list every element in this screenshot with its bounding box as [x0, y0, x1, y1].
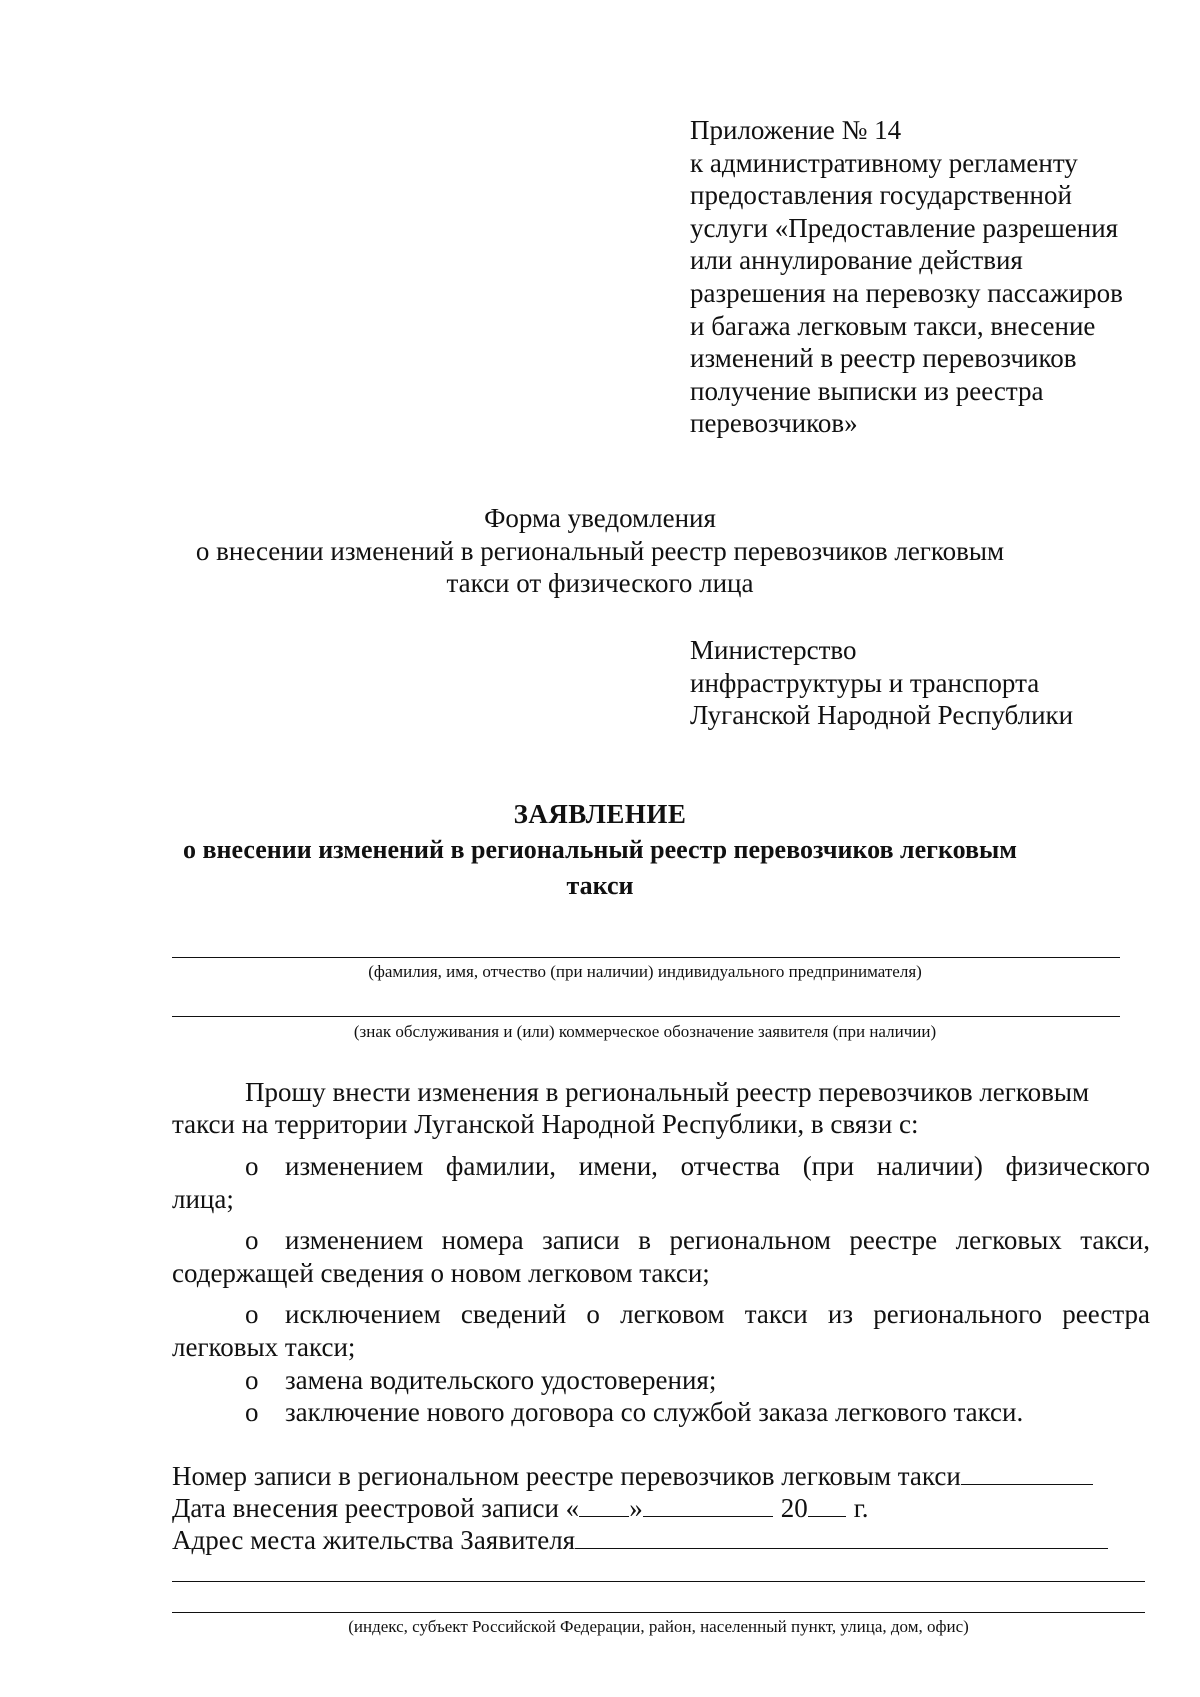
option-change-name[interactable] — [245, 1150, 1150, 1182]
address-field-line-3[interactable] — [172, 1612, 1145, 1613]
record-number-label: Номер записи в региональном реестре перевозчиков легковым такси — [172, 1461, 961, 1491]
appendix-line: перевозчиков» — [690, 408, 858, 439]
form-title-line: о внесении изменений в региональный реестр перевозчиков легковым — [195, 535, 1005, 566]
request-line — [245, 1076, 1150, 1108]
option-new-contract[interactable] — [245, 1396, 1023, 1428]
option-text: замена водительского удостоверения; — [285, 1365, 717, 1395]
appendix-line: к административному регламенту — [690, 147, 1078, 178]
option-continuation: легковых такси; — [172, 1332, 356, 1362]
record-number-row — [172, 1460, 1093, 1492]
appendix-line: или аннулирование действия — [690, 245, 1023, 276]
address-row — [172, 1524, 1108, 1556]
option-replace-license[interactable] — [245, 1364, 716, 1396]
appendix-line: и багажа легковым такси, внесение — [690, 310, 1096, 341]
date-year-field[interactable] — [808, 1494, 846, 1517]
form-title-line: Форма уведомления — [484, 503, 716, 533]
statement-subtitle-line: такси — [566, 871, 634, 900]
applicant-name-field[interactable] — [172, 957, 1120, 958]
applicant-name-caption: (фамилия, имя, отчество (при наличии) индивидуального предпринимателя) — [368, 962, 922, 981]
option-text: исключением сведений о легковом такси из регионального реестра — [285, 1299, 1150, 1329]
record-date-label: Дата внесения реестровой записи « — [172, 1493, 580, 1523]
appendix-line: услуги «Предоставление разрешения — [690, 212, 1119, 243]
appendix-line: предоставления государственной — [690, 180, 1072, 211]
address-label: Адрес места жительства Заявителя — [172, 1525, 576, 1555]
option-continuation: содержащей сведения о новом легковом такси; — [172, 1258, 710, 1288]
option-continuation: лица; — [172, 1184, 234, 1214]
date-day-field[interactable] — [579, 1494, 629, 1517]
recipient-line: Министерство — [690, 635, 857, 665]
statement-title: ЗАЯВЛЕНИЕ — [513, 799, 687, 829]
bullet-icon: o — [245, 1397, 259, 1427]
appendix-line: изменений в реестр перевозчиков — [690, 343, 1077, 374]
appendix-block — [690, 114, 1180, 440]
date-suffix: г. — [853, 1493, 869, 1523]
record-number-field[interactable] — [961, 1462, 1093, 1485]
statement-subtitle-line: о внесении изменений в региональный реестр перевозчиков легковым — [182, 835, 1018, 864]
bullet-icon: o — [245, 1299, 259, 1329]
option-change-record-number[interactable] — [245, 1224, 1150, 1256]
request-text: Прошу внести изменения в региональный реестр перевозчиков легковым — [245, 1077, 1090, 1107]
option-exclude-taxi[interactable] — [245, 1298, 1150, 1330]
address-caption: (индекс, субъект Российской Федерации, район, населенный пункт, улица, дом, офис) — [348, 1617, 969, 1636]
record-date-row — [172, 1492, 868, 1524]
bullet-icon: o — [245, 1225, 259, 1255]
appendix-line: разрешения на перевозку пассажиров — [690, 277, 1123, 308]
date-quote-close: » — [629, 1493, 643, 1523]
option-text: изменением номера записи в региональном реестре легковых такси, — [285, 1225, 1150, 1255]
appendix-line: получение выписки из реестра — [690, 375, 1044, 406]
date-month-field[interactable] — [643, 1494, 773, 1517]
applicant-brand-field[interactable] — [172, 1016, 1120, 1017]
address-field-line-2[interactable] — [172, 1581, 1145, 1582]
request-line: такси на территории Луганской Народной Республики, в связи с: — [172, 1109, 919, 1139]
bullet-icon: o — [245, 1365, 259, 1395]
recipient-line: Луганской Народной Республики — [690, 700, 1074, 731]
date-year-prefix: 20 — [780, 1493, 808, 1523]
applicant-brand-caption: (знак обслуживания и (или) коммерческое обозначение заявителя (при наличии) — [353, 1022, 937, 1041]
recipient-line: инфраструктуры и транспорта — [690, 667, 1040, 698]
recipient-block — [690, 634, 1073, 732]
bullet-icon: o — [245, 1151, 259, 1181]
option-text: заключение нового договора со службой заказа легкового такси. — [285, 1397, 1024, 1427]
appendix-line: Приложение № 14 — [690, 115, 902, 145]
address-field[interactable] — [575, 1526, 1108, 1549]
form-title — [100, 502, 1100, 600]
option-text: изменением фамилии, имени, отчества (при наличии) физического — [285, 1151, 1150, 1181]
form-title-line: такси от физического лица — [446, 568, 754, 599]
statement-heading — [100, 796, 1100, 904]
